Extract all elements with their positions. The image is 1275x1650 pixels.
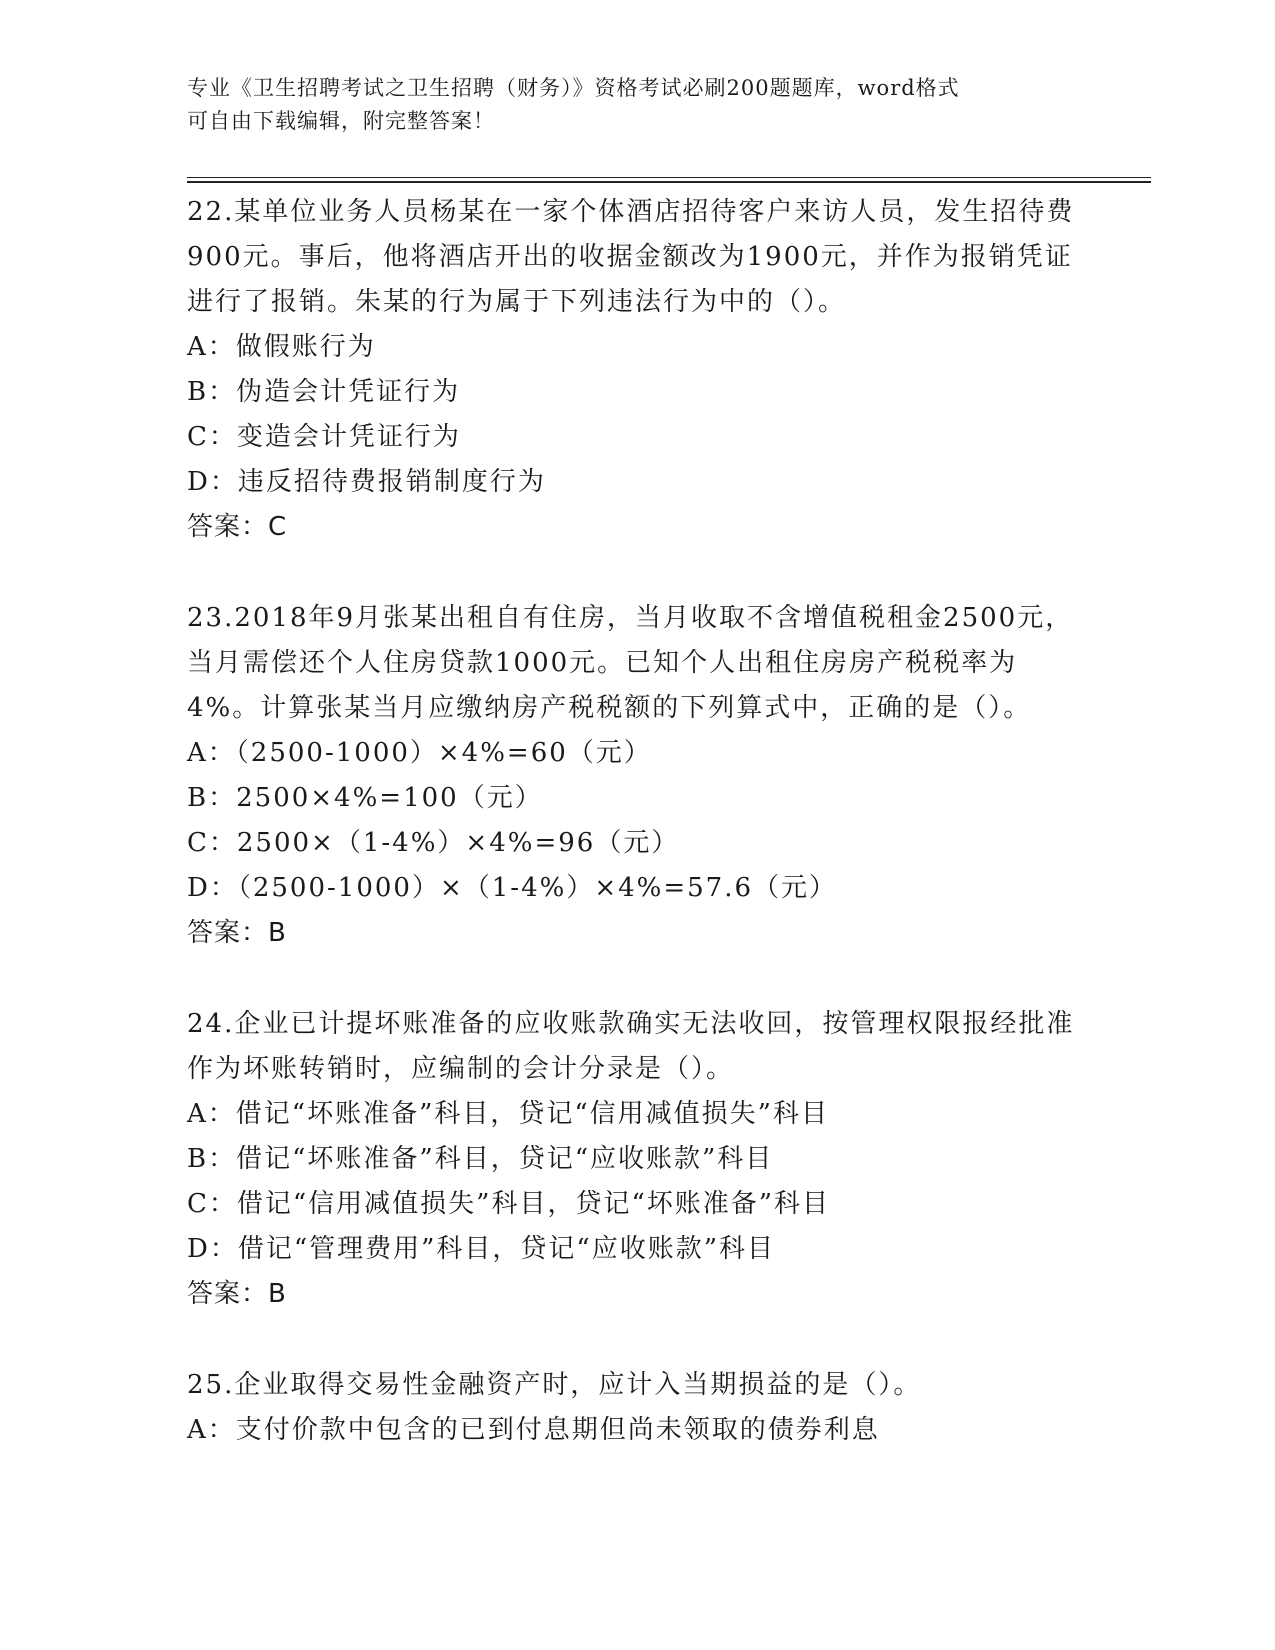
option-a: A：借记“坏账准备”科目，贷记“信用减值损失”科目	[187, 1099, 829, 1129]
header-divider-thick	[187, 181, 1151, 183]
question-24	[187, 1002, 1087, 1317]
option-a: A：做假账行为	[187, 332, 376, 362]
option-d: D：借记“管理费用”科目，贷记“应收账款”科目	[187, 1234, 776, 1264]
header-divider-thin	[187, 177, 1151, 178]
question-stem: 22.某单位业务人员杨某在一家个体酒店招待客户来访人员，发生招待费900元。事后，他将酒店开出的收据金额改为1900元，并作为报销凭证进行了报销。朱某的行为属于下列违法行为中的（）。	[187, 197, 1075, 317]
answer-label: 答案：C	[187, 512, 288, 542]
option-a: A：支付价款中包含的已到付息期但尚未领取的债券利息	[187, 1415, 880, 1445]
answer-label: 答案：B	[187, 1279, 287, 1309]
option-b: B：伪造会计凭证行为	[187, 377, 461, 407]
option-d: D：（2500-1000）×（1-4%）×4%=57.6（元）	[187, 873, 838, 903]
question-list	[187, 190, 1087, 1499]
header-line-1: 专业《卫生招聘考试之卫生招聘（财务）》资格考试必刷200题题库，word格式	[187, 76, 960, 100]
header-line-2: 可自由下载编辑，附完整答案！	[187, 109, 495, 133]
question-stem: 24.企业已计提坏账准备的应收账款确实无法收回，按管理权限报经批准作为坏账转销时，应编制的会计分录是（）。	[187, 1009, 1075, 1084]
option-c: C：变造会计凭证行为	[187, 422, 461, 452]
option-c: C：2500×（1-4%）×4%=96（元）	[187, 828, 680, 858]
question-23	[187, 596, 1087, 956]
option-b: B：2500×4%=100（元）	[187, 783, 543, 813]
question-stem: 23.2018年9月张某出租自有住房，当月收取不含增值税租金2500元，当月需偿还个人住房贷款1000元。已知个人出租住房房产税税率为4%。计算张某当月应缴纳房产税税额的下列算式中，正确的是（）。	[187, 603, 1074, 723]
option-a: A：（2500-1000）×4%=60（元）	[187, 738, 652, 768]
option-d: D：违反招待费报销制度行为	[187, 467, 546, 497]
option-b: B：借记“坏账准备”科目，贷记“应收账款”科目	[187, 1144, 774, 1174]
question-stem: 25.企业取得交易性金融资产时，应计入当期损益的是（）。	[187, 1370, 922, 1400]
question-25	[187, 1363, 1087, 1453]
document-header	[187, 72, 1067, 138]
option-c: C：借记“信用减值损失”科目，贷记“坏账准备”科目	[187, 1189, 831, 1219]
answer-label: 答案：B	[187, 918, 287, 948]
question-22	[187, 190, 1087, 550]
